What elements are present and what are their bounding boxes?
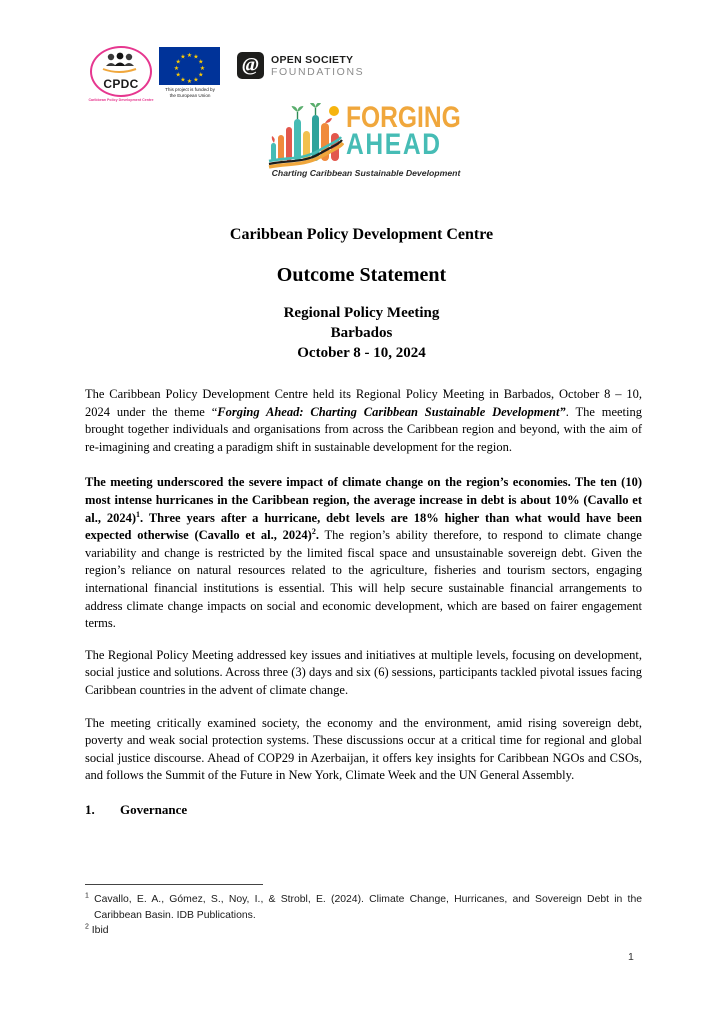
svg-text:★: ★ <box>198 58 204 66</box>
cpdc-circle <box>90 46 152 97</box>
paragraph-2-normal: The region’s ability therefore, to respond to climate change variability and change is restricted by the limited fiscal space and unsustainable sovereign debt. Given the region’s reliance on natural resources related to the agriculture, fisheries and tourism sectors, engaging international financial institutions is essential. This will help secure sustainable financial arrangements to address climate change impacts on social and economic development, which are based on fairer engagement terms. <box>85 528 642 631</box>
svg-text:★: ★ <box>198 71 204 79</box>
meeting-dates: October 8 - 10, 2024 <box>297 345 426 361</box>
footnote-2-text: Ibid <box>88 925 109 936</box>
document-title: Outcome Statement <box>276 264 447 286</box>
cpdc-acronym: CPDC <box>103 77 139 91</box>
cpdc-subtext: Caribbean Policy Development Centre <box>88 98 154 102</box>
osf-wordmark <box>271 54 364 78</box>
cpdc-logo <box>88 46 154 102</box>
forging-ahead-illustration <box>268 103 344 169</box>
svg-text:★: ★ <box>175 71 181 79</box>
eu-caption-line1: This project is funded by <box>165 87 215 92</box>
forging-ahead-wordmark <box>346 101 486 161</box>
forging-tagline: Charting Caribbean Sustainable Development <box>271 168 461 178</box>
osf-swirl-icon: @ <box>237 52 264 79</box>
paragraph-1-post: . The meeting brought together individuals and organisations from across the Caribbean region and beyond, with the aim of re-imagining and creating a paradigm shift in sustainable development for the region. <box>85 404 642 454</box>
eu-caption <box>159 87 221 98</box>
section-label: Governance <box>120 801 188 817</box>
footnote-1-marker: 1 <box>85 892 89 900</box>
paragraph-4: The meeting critically examined society, the economy and the environment, amid rising sovereign debt, poverty and weak social protection systems. These discussions occur at a critical time for regional and global social justice discourse. Ahead of COP29 in Azerbaijan, it offers key insights for Caribbean NGOs and CSOs, and follows the Summit of the Future in New York, Climate Week and the UN General Assembly. <box>85 715 642 783</box>
svg-text:★: ★ <box>175 58 181 66</box>
paragraph-2-bold1: The meeting underscored the severe impact of climate change on the region’s economies. The ten (10) most intense hurricanes in the Caribbean region, the average increase in debt is about 10% (Cavallo et al., 2024) <box>85 475 642 525</box>
partner-logo-row <box>88 46 388 106</box>
footnote-1 <box>85 892 642 923</box>
svg-text:★: ★ <box>180 53 186 61</box>
meeting-name: Regional Policy Meeting <box>283 305 440 321</box>
eu-funding-logo <box>159 47 221 98</box>
footnote-separator <box>85 884 263 885</box>
open-society-foundations-logo <box>237 52 364 79</box>
paragraph-1 <box>85 386 642 456</box>
page-number: 1 <box>628 951 634 963</box>
footnote-area <box>85 884 642 939</box>
people-icon <box>93 52 146 78</box>
footnote-2-marker: 2 <box>85 923 89 931</box>
paragraph-1-pre: The Caribbean Policy Development Centre held its Regional Policy Meeting in Barbados, October 8 – 10, 2024 under the theme “ <box>85 387 642 419</box>
svg-text:★: ★ <box>193 53 199 61</box>
meeting-location: Barbados <box>330 325 393 341</box>
eu-flag-icon <box>159 47 220 85</box>
ahead-word: AHEAD <box>346 128 442 161</box>
paragraph-2-bold2: . Three years after a hurricane, debt levels are 18% higher than what would have been expected otherwise (Cavallo et al., 2024) <box>85 510 642 543</box>
svg-text:★: ★ <box>186 52 193 59</box>
osf-line1: OPEN SOCIETY <box>271 53 354 66</box>
eu-caption-line2: the European Union <box>169 92 211 98</box>
paragraph-3: The Regional Policy Meeting addressed key issues and initiatives at multiple levels, focusing on development, social justice and solutions. Across three (3) days and six (6) sessions, participants tackled pivotal issues facing Caribbean countries in the advent of climate change. <box>85 647 642 697</box>
organization-title: Caribbean Policy Development Centre <box>229 226 494 243</box>
section-number: 1. <box>85 801 95 817</box>
paragraph-1-theme: Forging Ahead: Charting Caribbean Sustainable Development” <box>217 404 566 419</box>
svg-text:★: ★ <box>186 78 193 85</box>
footnote-1-text: Cavallo, E. A., Gómez, S., Noy, I., & Strobl, E. (2024). Climate Change, Hurricanes, and Sovereign Debt in the Caribbean Basin. IDB Publications. <box>88 894 642 921</box>
svg-text:★: ★ <box>199 65 206 72</box>
title-block <box>0 226 723 363</box>
paragraph-2-bold3: . <box>315 528 319 543</box>
osf-line2: FOUNDATIONS <box>271 65 365 78</box>
footnote-ref-1: 1 <box>136 509 141 519</box>
paragraph-2 <box>85 474 642 632</box>
forging-ahead-logo <box>266 100 466 182</box>
footnote-ref-2: 2 <box>311 527 316 536</box>
svg-text:★: ★ <box>180 76 186 84</box>
section-heading-governance <box>85 801 642 819</box>
svg-text:★: ★ <box>193 76 199 84</box>
forging-word: FORGING <box>346 101 461 134</box>
document-body <box>85 386 642 818</box>
footnote-2 <box>85 923 642 939</box>
svg-text:★: ★ <box>173 65 180 72</box>
meeting-subtitle <box>0 303 723 363</box>
